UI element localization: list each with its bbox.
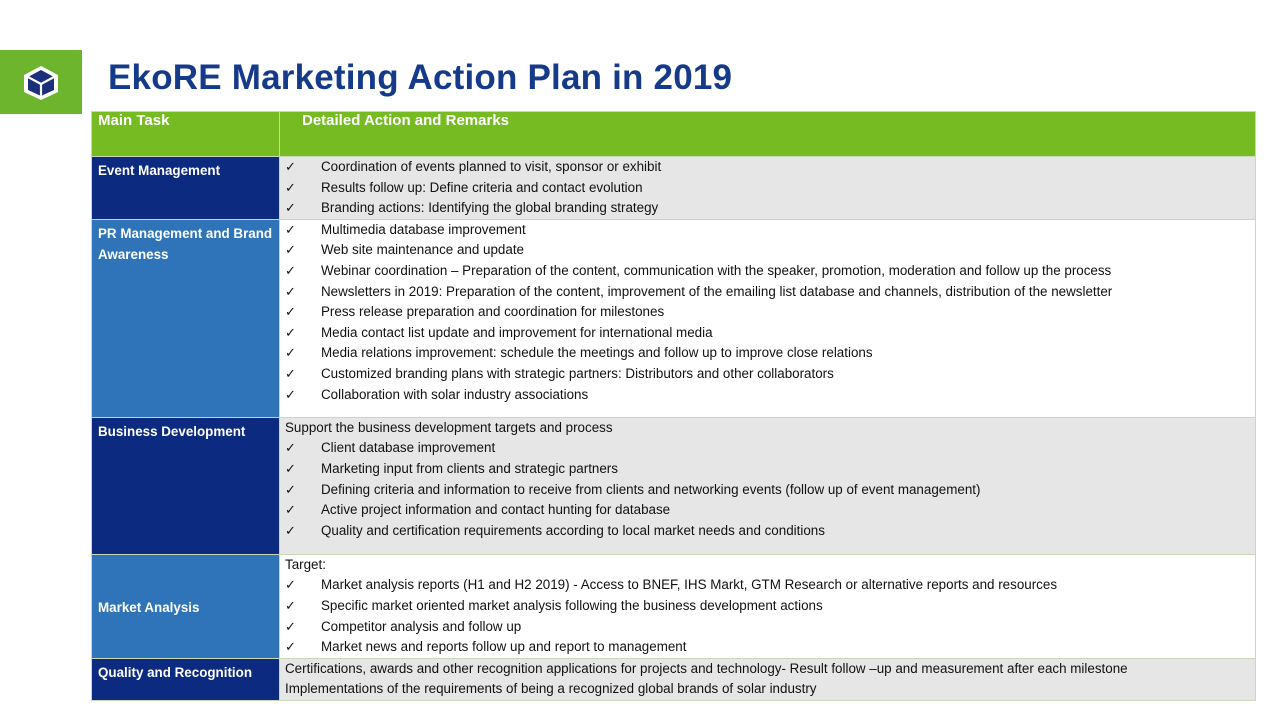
action-item [285, 575, 1251, 596]
cube-icon [21, 64, 61, 102]
checkmark-icon: ✓ [285, 502, 296, 518]
header-main-task: Main Task [92, 112, 280, 157]
table-row [92, 658, 1256, 700]
action-text: Webinar coordination – Preparation of the content, communication with the speaker, promotion, moderation and follow up the process [321, 262, 1112, 278]
checkmark-icon: ✓ [285, 200, 296, 216]
logo [0, 50, 82, 114]
action-plan-table [91, 111, 1256, 701]
table-row [92, 554, 1256, 658]
action-item [285, 521, 1251, 542]
action-item [285, 302, 1251, 323]
table-row [92, 417, 1256, 554]
action-text: Coordination of events planned to visit, sponsor or exhibit [321, 159, 662, 174]
action-text: Target: [285, 556, 326, 572]
page-title: EkoRE Marketing Action Plan in 2019 [108, 58, 733, 97]
action-text: Support the business development targets and process [285, 419, 613, 435]
details-business-development [280, 417, 1256, 554]
action-text: Multimedia database improvement [321, 221, 526, 237]
checkmark-icon: ✓ [285, 242, 296, 258]
action-text: Market news and reports follow up and report to management [321, 639, 687, 655]
action-item [285, 157, 1251, 178]
details-quality-recognition [280, 658, 1256, 700]
action-item [285, 418, 1251, 439]
action-item [285, 555, 1251, 576]
action-text: Implementations of the requirements of being a recognized global brands of solar industry [285, 681, 817, 697]
checkmark-icon: ✓ [285, 365, 296, 381]
task-event-management: Event Management [92, 157, 280, 220]
task-business-development: Business Development [92, 417, 280, 554]
action-text: Branding actions: Identifying the global branding strategy [321, 200, 659, 216]
action-item [285, 637, 1251, 658]
checkmark-icon: ✓ [285, 618, 296, 634]
checkmark-icon: ✓ [285, 522, 296, 538]
table-body [92, 157, 1256, 701]
action-item [285, 438, 1251, 459]
table-row [92, 157, 1256, 220]
checkmark-icon: ✓ [285, 639, 296, 655]
checkmark-icon: ✓ [285, 324, 296, 340]
action-item [285, 459, 1251, 480]
action-item [285, 480, 1251, 501]
action-item [285, 596, 1251, 617]
checkmark-icon: ✓ [285, 597, 296, 613]
table-row [92, 219, 1256, 417]
action-item [285, 178, 1251, 199]
action-text: Press release preparation and coordination for milestones [321, 304, 665, 320]
checkmark-icon: ✓ [285, 221, 296, 237]
action-text: Certifications, awards and other recognition applications for projects and technology- Result follow –up and measurement after each milestone [285, 660, 1128, 676]
details-pr-management [280, 219, 1256, 417]
task-pr-management: PR Management and Brand Awareness [92, 219, 280, 417]
action-text: Client database improvement [321, 440, 496, 456]
action-text: Customized branding plans with strategic partners: Distributors and other collaborators [321, 365, 834, 381]
action-text: Media contact list update and improvement for international media [321, 324, 713, 340]
action-text: Results follow up: Define criteria and contact evolution [321, 179, 643, 195]
action-text: Specific market oriented market analysis following the business development actions [321, 597, 823, 613]
action-item [285, 617, 1251, 638]
action-text: Media relations improvement: schedule the meetings and follow up to improve close relations [321, 345, 873, 361]
action-item [285, 343, 1251, 364]
checkmark-icon: ✓ [285, 386, 296, 402]
action-text: Newsletters in 2019: Preparation of the content, improvement of the emailing list database and channels, distribution of the newsletter [321, 283, 1113, 299]
checkmark-icon: ✓ [285, 283, 296, 299]
action-text: Defining criteria and information to receive from clients and networking events (follow up of event management) [321, 481, 981, 497]
checkmark-icon: ✓ [285, 304, 296, 320]
action-text: Quality and certification requirements according to local market needs and conditions [321, 522, 825, 538]
checkmark-icon: ✓ [285, 345, 296, 361]
action-text: Active project information and contact hunting for database [321, 502, 671, 518]
action-item [285, 282, 1251, 303]
action-text: Web site maintenance and update [321, 242, 524, 258]
action-item [285, 679, 1251, 700]
action-text: Competitor analysis and follow up [321, 618, 522, 634]
checkmark-icon: ✓ [285, 577, 296, 593]
checkmark-icon: ✓ [285, 262, 296, 278]
action-item [285, 220, 1251, 241]
action-item [285, 198, 1251, 219]
checkmark-icon: ✓ [285, 460, 296, 476]
details-event-management [280, 157, 1256, 220]
task-quality-recognition: Quality and Recognition [92, 658, 280, 700]
action-text: Market analysis reports (H1 and H2 2019) - Access to BNEF, IHS Markt, GTM Research or alternative reports and resources [321, 577, 1058, 593]
action-item [285, 364, 1251, 385]
checkmark-icon: ✓ [285, 159, 296, 174]
action-text: Marketing input from clients and strategic partners [321, 460, 618, 476]
checkmark-icon: ✓ [285, 440, 296, 456]
action-item [285, 240, 1251, 261]
action-item [285, 500, 1251, 521]
action-item [285, 323, 1251, 344]
task-market-analysis: Market Analysis [92, 554, 280, 658]
action-item [285, 659, 1251, 680]
header-detail: Detailed Action and Remarks [280, 112, 1256, 157]
checkmark-icon: ✓ [285, 481, 296, 497]
checkmark-icon: ✓ [285, 179, 296, 195]
table-header-row [92, 112, 1256, 157]
details-market-analysis [280, 554, 1256, 658]
action-item [285, 385, 1251, 406]
action-text: Collaboration with solar industry associations [321, 386, 589, 402]
action-item [285, 261, 1251, 282]
